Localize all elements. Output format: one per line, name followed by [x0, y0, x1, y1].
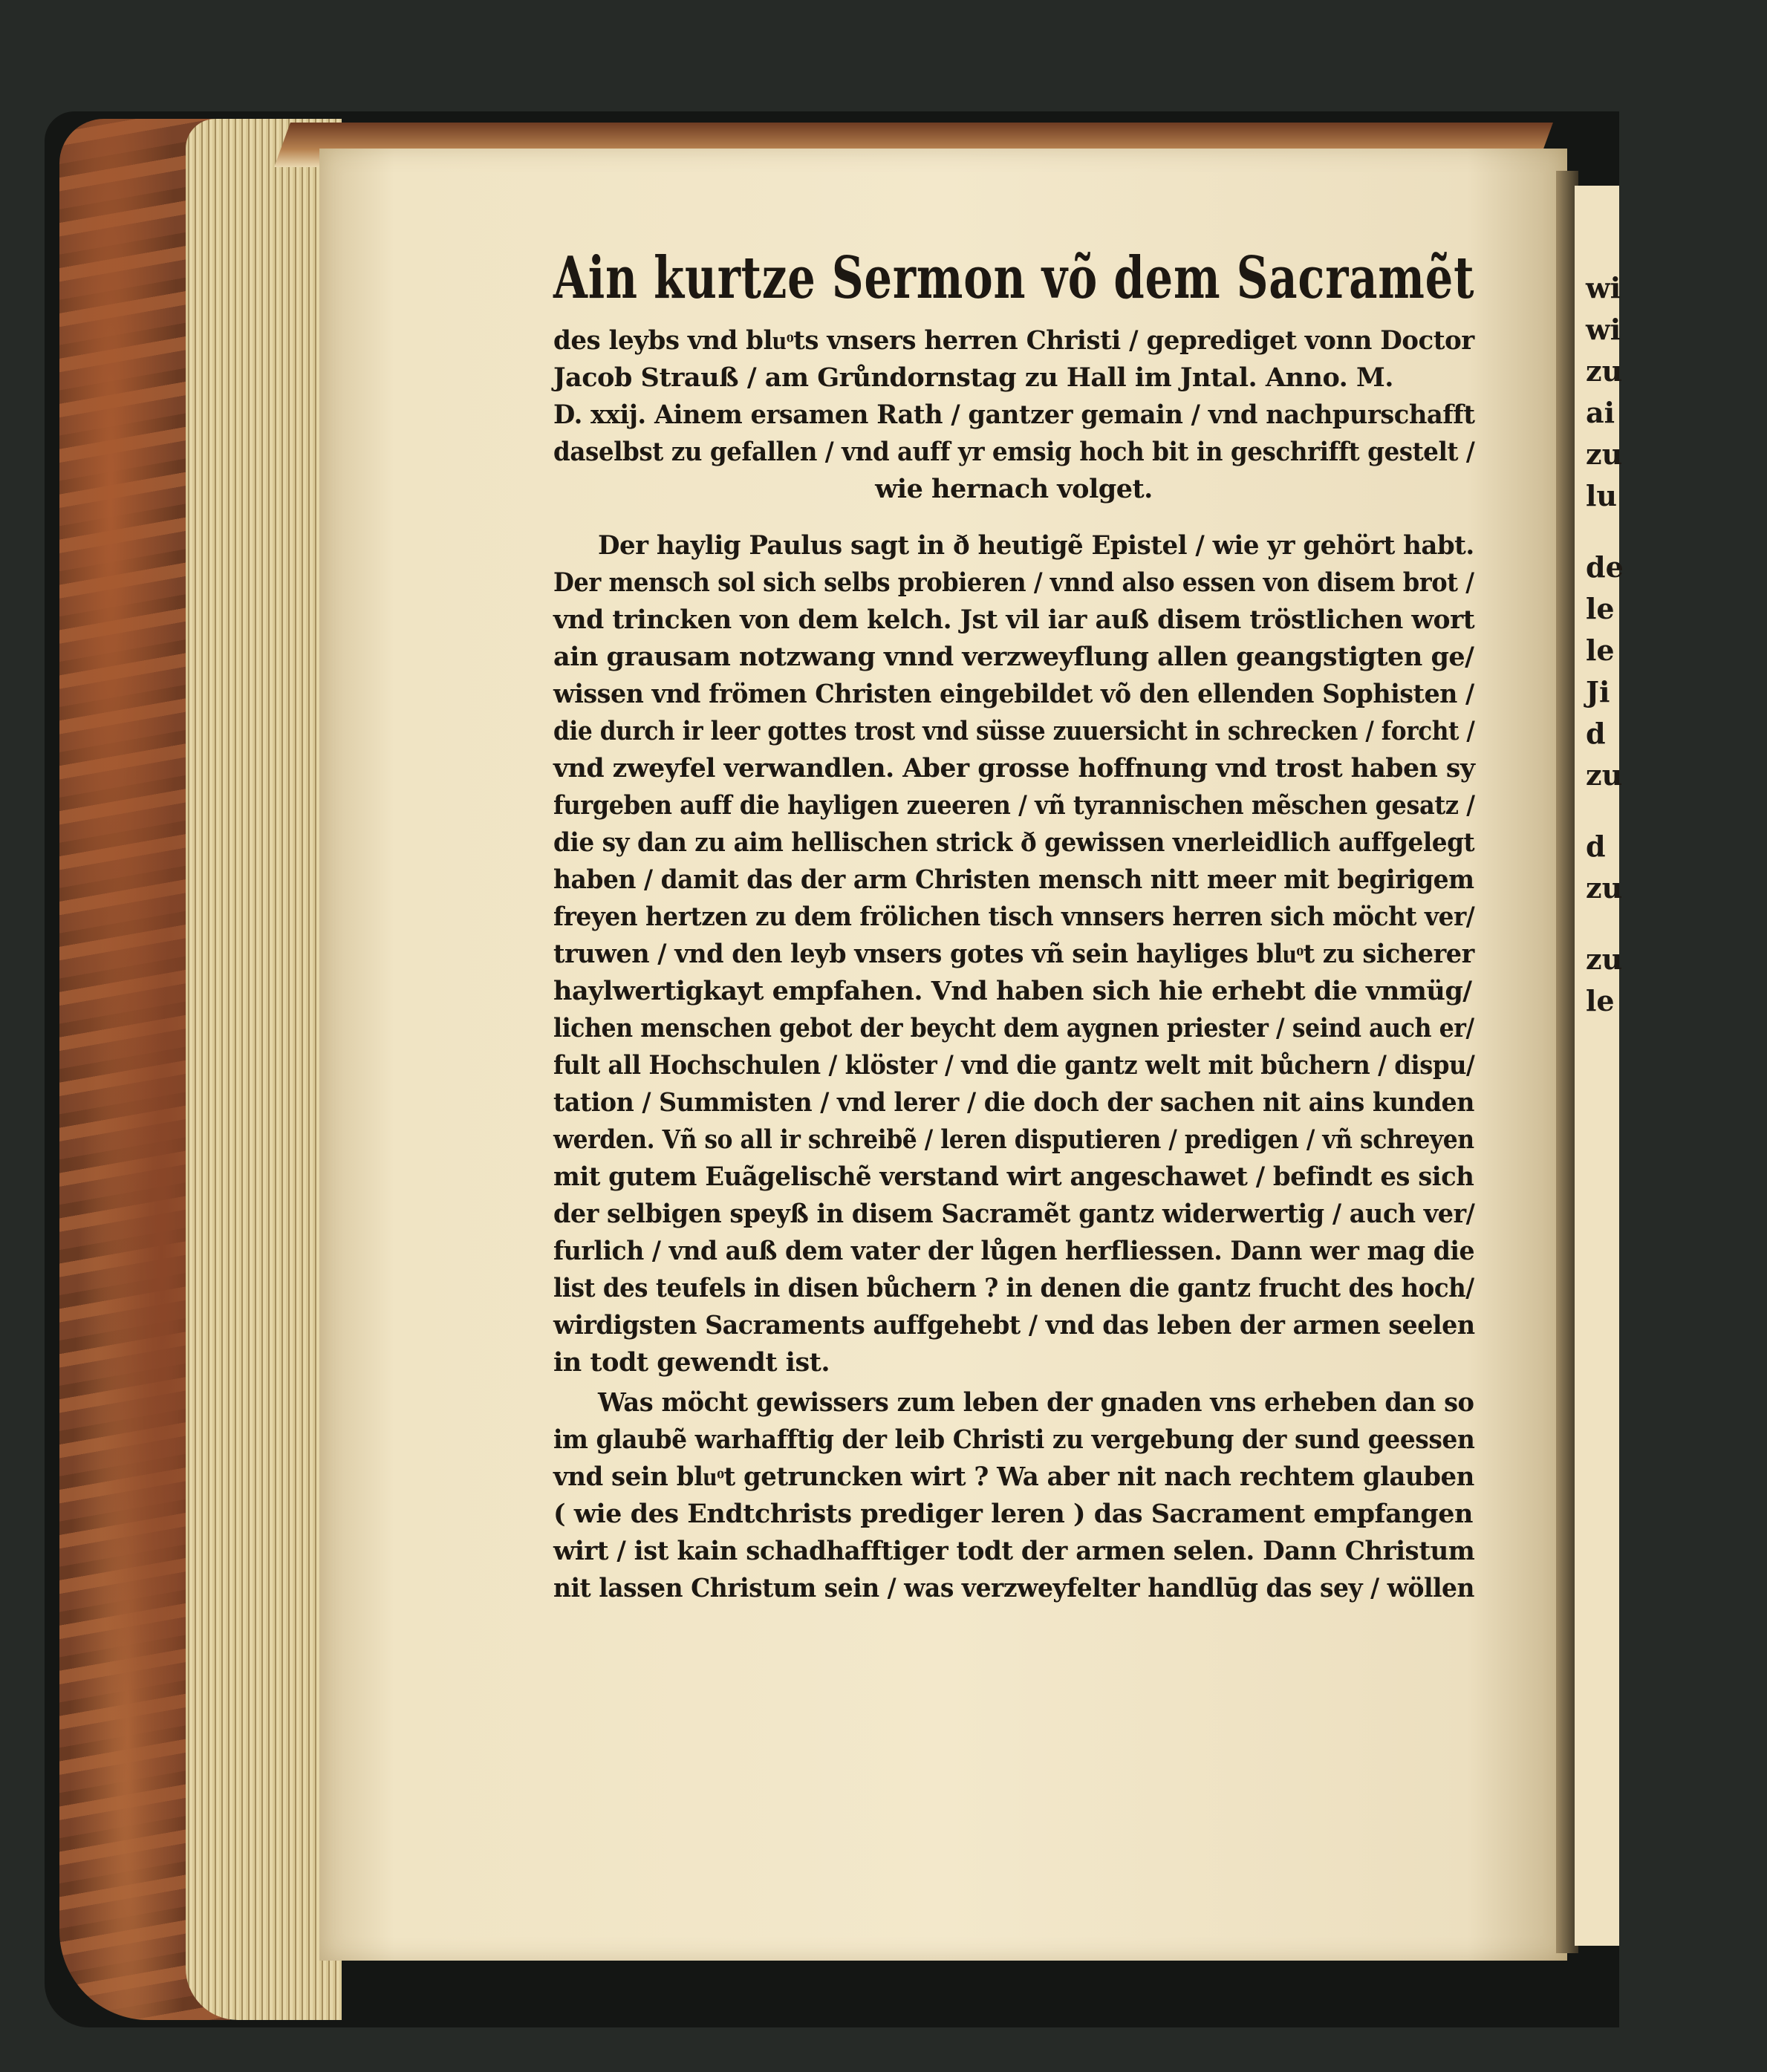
- text-line: die durch ir leer gottes trost vnd süsse zuuersicht in schrecken / forcht /: [553, 716, 1475, 746]
- facing-fragment: d: [1586, 830, 1606, 863]
- page-text-block: [553, 238, 1474, 1607]
- paragraph-1: [553, 527, 1474, 1381]
- text-line: werden. Vñ so all ir schreibẽ / leren disputieren / predigen / vñ schreyen: [553, 1124, 1474, 1155]
- sermon-title: Ain kurtze Sermon võ dem Sacramẽt: [553, 244, 1475, 312]
- facing-fragment: d: [1586, 717, 1606, 750]
- text-line: wirdigsten Sacraments auffgehebt / vnd das leben der armen seelen: [553, 1310, 1475, 1340]
- subtitle-line: wie hernach volget.: [875, 474, 1153, 504]
- text-line: list des teufels in disen bůchern ? in denen die gantz frucht des hoch/: [553, 1273, 1474, 1303]
- subtitle-line: D. xxij. Ainem ersamen Rath / gantzer gemain / vnd nachpurschafft: [553, 400, 1475, 430]
- facing-fragment: zu: [1586, 354, 1623, 388]
- text-line: Was möcht gewissers zum leben der gnaden vns erheben dan so: [598, 1387, 1474, 1418]
- page-block-edges: [186, 119, 342, 2020]
- facing-fragment: Ji: [1586, 675, 1610, 708]
- text-line: vnd sein bluͦt getruncken wirt ? Wa aber nit nach rechtem glauben: [553, 1462, 1474, 1492]
- text-line: haben / damit das der arm Christen mensch nitt meer mit begirigem: [553, 864, 1474, 895]
- subtitle-line: Jacob Strauß / am Grůndornstag zu Hall im Jntal. Anno. M.: [553, 362, 1393, 393]
- text-line: vnd zweyfel verwandlen. Aber grosse hoffnung vnd trost haben sy: [553, 753, 1475, 783]
- text-line: im glaubẽ warhafftig der leib Christi zu vergebung der sund geessen: [553, 1424, 1475, 1455]
- text-line: furgeben auff die hayligen zueeren / vñ tyrannischen mẽschen gesatz /: [553, 790, 1475, 821]
- text-line: haylwertigkayt empfahen. Vnd haben sich hie erhebt die vnmüg/: [553, 976, 1472, 1006]
- text-line: mit gutem Euãgelischẽ verstand wirt angeschawet / befindt es sich: [553, 1162, 1474, 1192]
- text-line: furlich / vnd auß dem vater der lůgen herfliessen. Dann wer mag die: [553, 1236, 1475, 1266]
- facing-fragment: wi: [1586, 271, 1621, 304]
- text-line: in todt gewendt ist.: [553, 1347, 830, 1378]
- text-line: die sy dan zu aim hellischen strick ð gewissen vnerleidlich auffgelegt: [553, 827, 1475, 858]
- paragraph-2: [553, 1384, 1474, 1607]
- text-line: ain grausam notzwang vnnd verzweyflung allen geangstigten ge/: [553, 642, 1474, 672]
- facing-fragment: zu: [1586, 437, 1623, 471]
- facing-fragment: de: [1586, 550, 1624, 584]
- facing-fragment: le: [1586, 633, 1615, 667]
- facing-fragment: ai: [1586, 396, 1615, 429]
- facing-fragment: zu: [1586, 871, 1623, 905]
- text-line: wirt / ist kain schadhafftiger todt der armen selen. Dann Christum: [553, 1536, 1475, 1566]
- text-line: vnd trincken von dem kelch. Jst vil iar auß disem tröstlichen wort: [553, 605, 1475, 635]
- text-line: truwen / vnd den leyb vnsers gotes vñ sein hayliges bluͦt zu sicherer: [553, 939, 1474, 969]
- text-line: wissen vnd frömen Christen eingebildet võ den ellenden Sophisten /: [553, 679, 1474, 709]
- text-line: fult all Hochschulen / klöster / vnd die gantz welt mit bůchern / dispu/: [553, 1050, 1475, 1081]
- text-line: Der haylig Paulus sagt in ð heutigẽ Epistel / wie yr gehört habt.: [598, 530, 1474, 561]
- facing-fragment: zu: [1586, 758, 1623, 792]
- facing-fragment: zu: [1586, 942, 1623, 976]
- facing-fragment: le: [1586, 984, 1615, 1017]
- subtitle-line: daselbst zu gefallen / vnd auff yr emsig hoch bit in geschrifft gestelt /: [553, 437, 1475, 467]
- facing-fragment: lu: [1586, 479, 1618, 512]
- text-line: ( wie des Endtchrists prediger leren ) das Sacrament empfangen: [553, 1499, 1473, 1529]
- facing-fragment: wi: [1586, 313, 1621, 346]
- text-line: nit lassen Christum sein / was verzweyfelter handlūg das sey / wöllen: [553, 1573, 1474, 1603]
- text-line: tation / Summisten / vnd lerer / die doch der sachen nit ains kunden: [553, 1087, 1474, 1118]
- subtitle-line: des leybs vnd bluͦts vnsers herren Christi / geprediget vonn Doctor: [553, 325, 1474, 356]
- facing-fragment: le: [1586, 592, 1615, 625]
- text-line: lichen menschen gebot der beycht dem aygnen priester / seind auch er/: [553, 1013, 1474, 1043]
- text-line: der selbigen speyß in disem Sacramẽt gantz widerwertig / auch ver/: [553, 1199, 1475, 1229]
- facing-page-text: [1586, 267, 1624, 1022]
- title-subtitle: [553, 322, 1474, 508]
- text-line: Der mensch sol sich selbs probieren / vnnd also essen von disem brot /: [553, 567, 1474, 598]
- text-line: freyen hertzen zu dem frölichen tisch vnnsers herren sich möcht ver/: [553, 902, 1475, 932]
